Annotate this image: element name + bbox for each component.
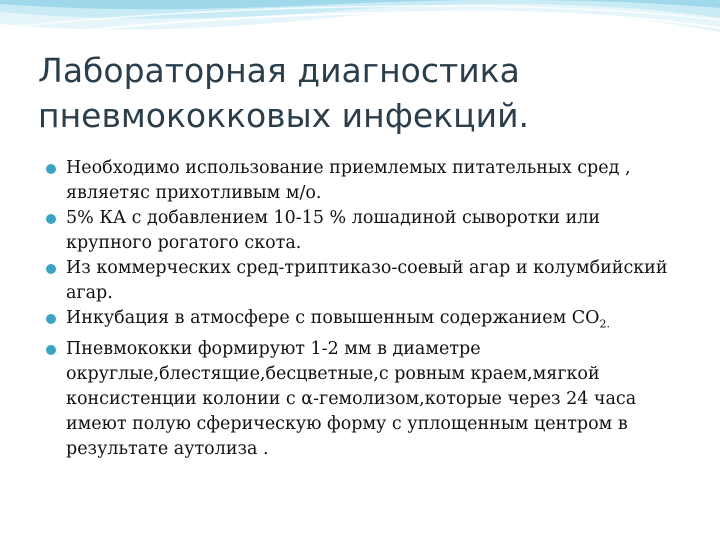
bullet-item bbox=[46, 156, 686, 206]
bullet-text: Пневмококки формируют 1-2 мм в диаметре округлые,блестящие,бесцветные,с ровным краем,мягкой консистенции колонии с α-гемолизом,которые через 24 часа имеют полую сферическую форму с уплощенным центром в результате аутолиза . bbox=[66, 338, 637, 459]
bullet-item bbox=[46, 256, 686, 306]
bullet-dot-icon bbox=[46, 214, 56, 224]
bullet-list bbox=[46, 156, 686, 462]
bullet-subscript: 2. bbox=[599, 317, 611, 331]
bullet-dot-icon bbox=[46, 314, 56, 324]
bullet-text: 5% КА с добавлением 10-15 % лошадиной сыворотки или крупного рогатого скота. bbox=[66, 208, 601, 253]
bullet-text: Инкубация в атмосфере с повышенным содержанием СО bbox=[66, 308, 600, 328]
bullet-item bbox=[46, 206, 686, 256]
bullet-dot-icon bbox=[46, 164, 56, 174]
bullet-item bbox=[46, 337, 686, 462]
bullet-text: Необходимо использование приемлемых питательных сред , являетяс прихотливым м/о. bbox=[66, 158, 631, 203]
slide-title: Лабораторная диагностика пневмококковых инфекций. bbox=[38, 51, 530, 135]
bullet-dot-icon bbox=[46, 264, 56, 274]
bullet-dot-icon bbox=[46, 345, 56, 355]
bullet-text: Из коммерческих сред-триптиказо-соевый агар и колумбийский агар. bbox=[66, 258, 668, 303]
bullet-item bbox=[46, 306, 686, 337]
